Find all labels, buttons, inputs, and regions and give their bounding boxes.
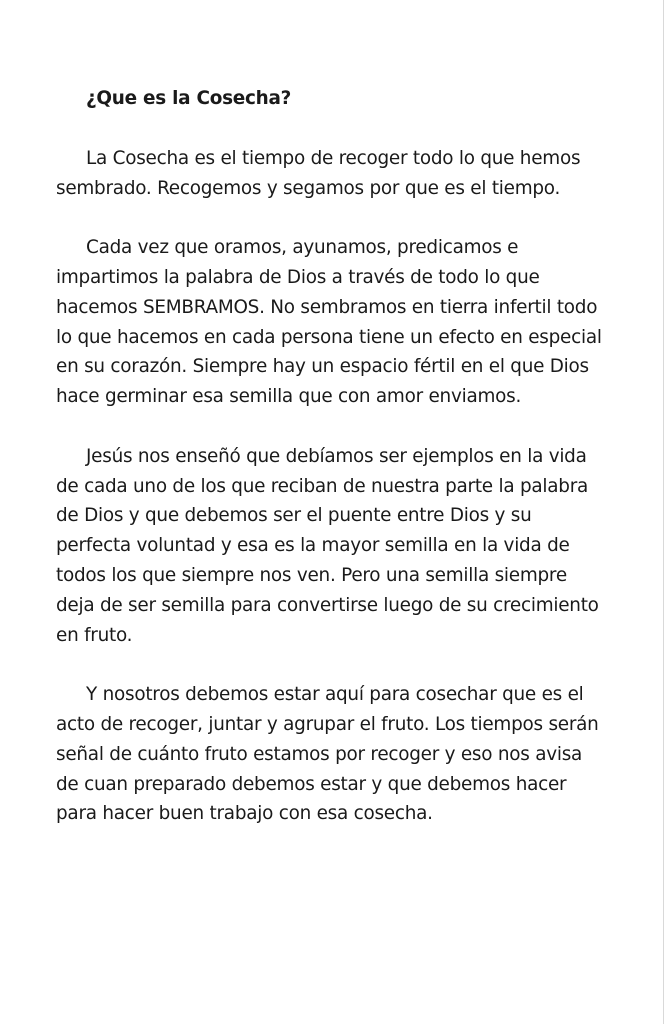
page-edge-divider xyxy=(663,0,664,1024)
paragraph-3: Jesús nos enseñó que debíamos ser ejemplos en la vida de cada uno de los que reciban de nuestra parte la palabra de Dios y que debemos ser el puente entre Dios y su perfecta voluntad y esa es la mayor semilla en la vida de todos los que siempre nos ven. Pero una semilla siempre deja de ser semilla para convertirse luego de su crecimiento en fruto. xyxy=(56,445,599,646)
paragraph-1: La Cosecha es el tiempo de recoger todo lo que hemos sembrado. Recogemos y segamos por que es el tiempo. xyxy=(56,147,581,199)
section-heading: ¿Que es la Cosecha? xyxy=(86,88,292,109)
page-content xyxy=(56,84,608,859)
paragraph-2: Cada vez que oramos, ayunamos, predicamos e impartimos la palabra de Dios a través de todo lo que hacemos SEMBRAMOS. No sembramos en tierra infertil todo lo que hacemos en cada persona tiene un efecto en especial en su corazón. Siempre hay un espacio fértil en el que Dios hace germinar esa semilla que con amor enviamos. xyxy=(56,237,602,408)
paragraph-4: Y nosotros debemos estar aquí para cosechar que es el acto de recoger, juntar y agrupar el fruto. Los tiempos serán señal de cuánto fruto estamos por recoger y eso nos avisa de cuan preparado debemos estar y que debemos hacer para hacer buen trabajo con esa cosecha. xyxy=(56,684,599,825)
